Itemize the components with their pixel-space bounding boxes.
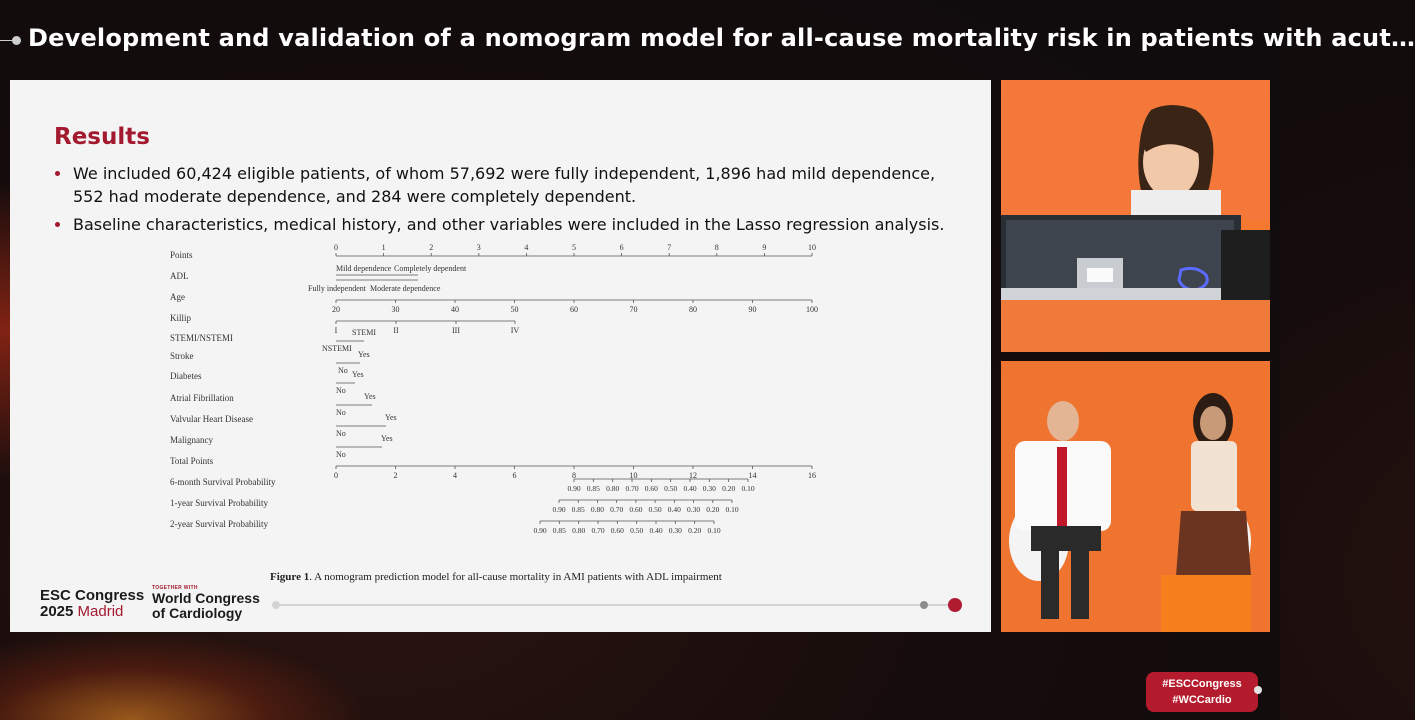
- nomogram-row-label: Killip: [170, 313, 192, 323]
- nomogram-adl-label: Completely dependent: [394, 264, 467, 273]
- nomogram-points-tick-label: 8: [714, 243, 719, 252]
- decorative-ribbon-bottom: [0, 630, 370, 720]
- nomogram-killip-tick-label: I: [334, 326, 338, 335]
- speaker-video-feed: [1001, 80, 1270, 352]
- esc-logo-year: 2025: [40, 603, 74, 620]
- nomogram-survival-tick-label: 0.85: [586, 484, 600, 493]
- nomogram-survival-tick-label: 0.80: [606, 484, 620, 493]
- esc-congress-logo: [40, 588, 144, 620]
- nomogram-adl-label: Mild dependence: [336, 264, 392, 273]
- nomogram-points-tick-label: 5: [572, 243, 576, 252]
- nomogram-survival-tick-label: 0.90: [552, 505, 566, 514]
- speaker-video-image: [1001, 80, 1270, 352]
- wcc-logo-line1: World Congress: [152, 590, 260, 606]
- presentation-slide: [10, 80, 991, 632]
- slide-progress-prev-dot: [920, 601, 928, 609]
- nomogram-survival-tick-label: 0.60: [629, 505, 643, 514]
- nomogram-no-label: No: [336, 408, 346, 417]
- nomogram-row-label: Age: [170, 292, 185, 302]
- hashtag-badge: [1146, 672, 1258, 712]
- nomogram-row-label: Malignancy: [170, 435, 213, 445]
- nomogram-yes-label: Yes: [352, 370, 364, 379]
- nomogram-survival-tick-label: 0.85: [571, 505, 585, 514]
- nomogram-row-label: Stroke: [170, 351, 194, 361]
- nomogram-points-tick-label: 0: [334, 243, 338, 252]
- nomogram-survival-tick-label: 0.10: [725, 505, 739, 514]
- nomogram-adl-label: Moderate dependence: [370, 284, 441, 293]
- figure-label: Figure 1: [270, 571, 310, 583]
- nomogram-survival-tick-label: 0.20: [688, 526, 702, 535]
- nomogram-yes-label: Yes: [381, 434, 393, 443]
- nomogram-no-label: No: [338, 366, 348, 375]
- nomogram-survival-tick-label: 0.40: [667, 505, 681, 514]
- nomogram-points-tick-label: 1: [381, 243, 386, 252]
- esc-logo-city: Madrid: [77, 603, 124, 620]
- nomogram-survival-tick-label: 0.30: [702, 484, 716, 493]
- nomogram-age-tick-label: 20: [332, 305, 340, 314]
- slide-progress-track: [276, 604, 956, 606]
- slide-progress-start-dot: [272, 601, 280, 609]
- world-congress-logo: [152, 585, 260, 621]
- nomogram-survival-tick-label: 0.60: [644, 484, 658, 493]
- nomogram-killip-tick-label: III: [452, 326, 460, 335]
- slide-progress-current-dot: [948, 598, 962, 612]
- nomogram-age-tick-label: 100: [806, 305, 818, 314]
- nomogram-row-label: 1-year Survival Probability: [170, 498, 268, 508]
- hashtag-esc: #ESCCongress: [1162, 678, 1242, 690]
- nomogram-survival-tick-label: 0.10: [741, 484, 755, 493]
- nomogram-age-tick-label: 70: [629, 305, 638, 314]
- nomogram-row-label: Valvular Heart Disease: [170, 414, 253, 424]
- panel-video-image: [1001, 361, 1270, 632]
- nomogram-survival-tick-label: 0.30: [686, 505, 701, 514]
- hashtag-wcc: #WCCardio: [1172, 694, 1232, 706]
- nomogram-points-tick-label: 4: [524, 243, 529, 252]
- nomogram-survival-tick-label: 0.20: [722, 484, 736, 493]
- nomogram-total-tick-label: 4: [453, 471, 457, 480]
- nomogram-age-tick-label: 40: [451, 305, 459, 314]
- nomogram-no-label: No: [336, 386, 346, 395]
- nomogram-total-tick-label: 10: [629, 471, 638, 480]
- nomogram-total-tick-label: 16: [808, 471, 816, 480]
- nomogram-age-tick-label: 80: [689, 305, 697, 314]
- wcc-logo-tag: TOGETHER WITH: [152, 585, 198, 591]
- title-dot-icon: [12, 36, 21, 45]
- nomogram-survival-tick-label: 0.50: [664, 484, 678, 493]
- nomogram-survival-tick-label: 0.10: [707, 526, 721, 535]
- bullet-item: We included 60,424 eligible patients, of whom 57,692 were fully independent, 1,896 had mild dependence, 552 had moderate dependence, and 284 were completely dependent.: [54, 162, 954, 208]
- nomogram-survival-tick-label: 0.30: [668, 526, 682, 535]
- nomogram-yes-label: Yes: [358, 350, 370, 359]
- figure-caption: [270, 571, 722, 583]
- nomogram-survival-tick-label: 0.50: [630, 526, 644, 535]
- nomogram-row-label: Points: [170, 250, 193, 260]
- nomogram-age-tick-label: 90: [748, 305, 757, 314]
- nomogram-killip-tick-label: II: [393, 326, 399, 335]
- nomogram-survival-tick-label: 0.20: [706, 505, 720, 514]
- nomogram-total-tick-label: 14: [748, 471, 757, 480]
- nomogram-killip-tick-label: IV: [510, 326, 520, 335]
- nomogram-points-tick-label: 2: [429, 243, 434, 252]
- nomogram-survival-tick-label: 0.40: [683, 484, 697, 493]
- nomogram-total-tick-label: 0: [334, 471, 338, 480]
- nomogram-total-tick-label: 2: [393, 471, 398, 480]
- nomogram-no-label: No: [336, 450, 346, 459]
- panel-video-feed: [1001, 361, 1270, 632]
- slide-heading: Results: [54, 124, 150, 150]
- nomogram-row-label: Atrial Fibrillation: [170, 393, 234, 403]
- nomogram-survival-tick-label: 0.40: [649, 526, 663, 535]
- nomogram-row-label: STEMI/NSTEMI: [170, 333, 233, 343]
- nomogram-no-label: No: [336, 429, 346, 438]
- nomogram-survival-tick-label: 0.70: [625, 484, 639, 493]
- nomogram-stemi-label: STEMI: [352, 328, 376, 337]
- nomogram-total-tick-label: 6: [512, 471, 517, 480]
- nomogram-row-label: 6-month Survival Probability: [170, 477, 276, 487]
- bullet-item: Baseline characteristics, medical history, and other variables were included in the Lasso regression analysis.: [54, 213, 954, 236]
- nomogram-points-tick-label: 6: [619, 243, 624, 252]
- nomogram-row-label: Total Points: [170, 456, 214, 466]
- nomogram-total-tick-label: 12: [689, 471, 697, 480]
- nomogram-row-label: 2-year Survival Probability: [170, 519, 268, 529]
- hashtag-dot-icon: [1254, 686, 1262, 694]
- nomogram-survival-tick-label: 0.90: [533, 526, 547, 535]
- nomogram-survival-tick-label: 0.70: [591, 526, 605, 535]
- nomogram-survival-tick-label: 0.80: [590, 505, 605, 514]
- nomogram-survival-tick-label: 0.60: [610, 526, 624, 535]
- esc-logo-line2: [40, 604, 144, 620]
- nomogram-age-tick-label: 50: [510, 305, 519, 314]
- esc-logo-line1: ESC Congress: [40, 587, 145, 604]
- nomogram-figure: [10, 240, 991, 560]
- nomogram-points-tick-label: 3: [476, 243, 481, 252]
- session-title: Development and validation of a nomogram model for all-cause mortality risk in patients with acut…: [28, 24, 1415, 52]
- nomogram-points-tick-label: 7: [667, 243, 672, 252]
- nomogram-points-tick-label: 10: [808, 243, 816, 252]
- nomogram-adl-label: Fully independent: [308, 284, 366, 293]
- nomogram-yes-label: Yes: [385, 413, 397, 422]
- nomogram-age-tick-label: 30: [391, 305, 400, 314]
- nomogram-total-tick-label: 8: [572, 471, 576, 480]
- nomogram-points-tick-label: 9: [762, 243, 767, 252]
- nomogram-row-label: ADL: [170, 271, 189, 281]
- nomogram-survival-tick-label: 0.50: [648, 505, 662, 514]
- nomogram-survival-tick-label: 0.70: [610, 505, 624, 514]
- figure-caption-text: . A nomogram prediction model for all-cause mortality in AMI patients with ADL impairment: [309, 571, 722, 583]
- nomogram-survival-tick-label: 0.85: [552, 526, 566, 535]
- title-bar: [0, 14, 1415, 66]
- nomogram-row-label: Diabetes: [170, 371, 202, 381]
- nomogram-survival-tick-label: 0.90: [567, 484, 581, 493]
- nomogram-survival-tick-label: 0.80: [572, 526, 586, 535]
- nomogram-age-tick-label: 60: [570, 305, 578, 314]
- nomogram-stemi-label: NSTEMI: [322, 344, 352, 353]
- bullet-list: [54, 162, 954, 241]
- nomogram-yes-label: Yes: [364, 392, 376, 401]
- wcc-logo-line2: of Cardiology: [152, 605, 243, 621]
